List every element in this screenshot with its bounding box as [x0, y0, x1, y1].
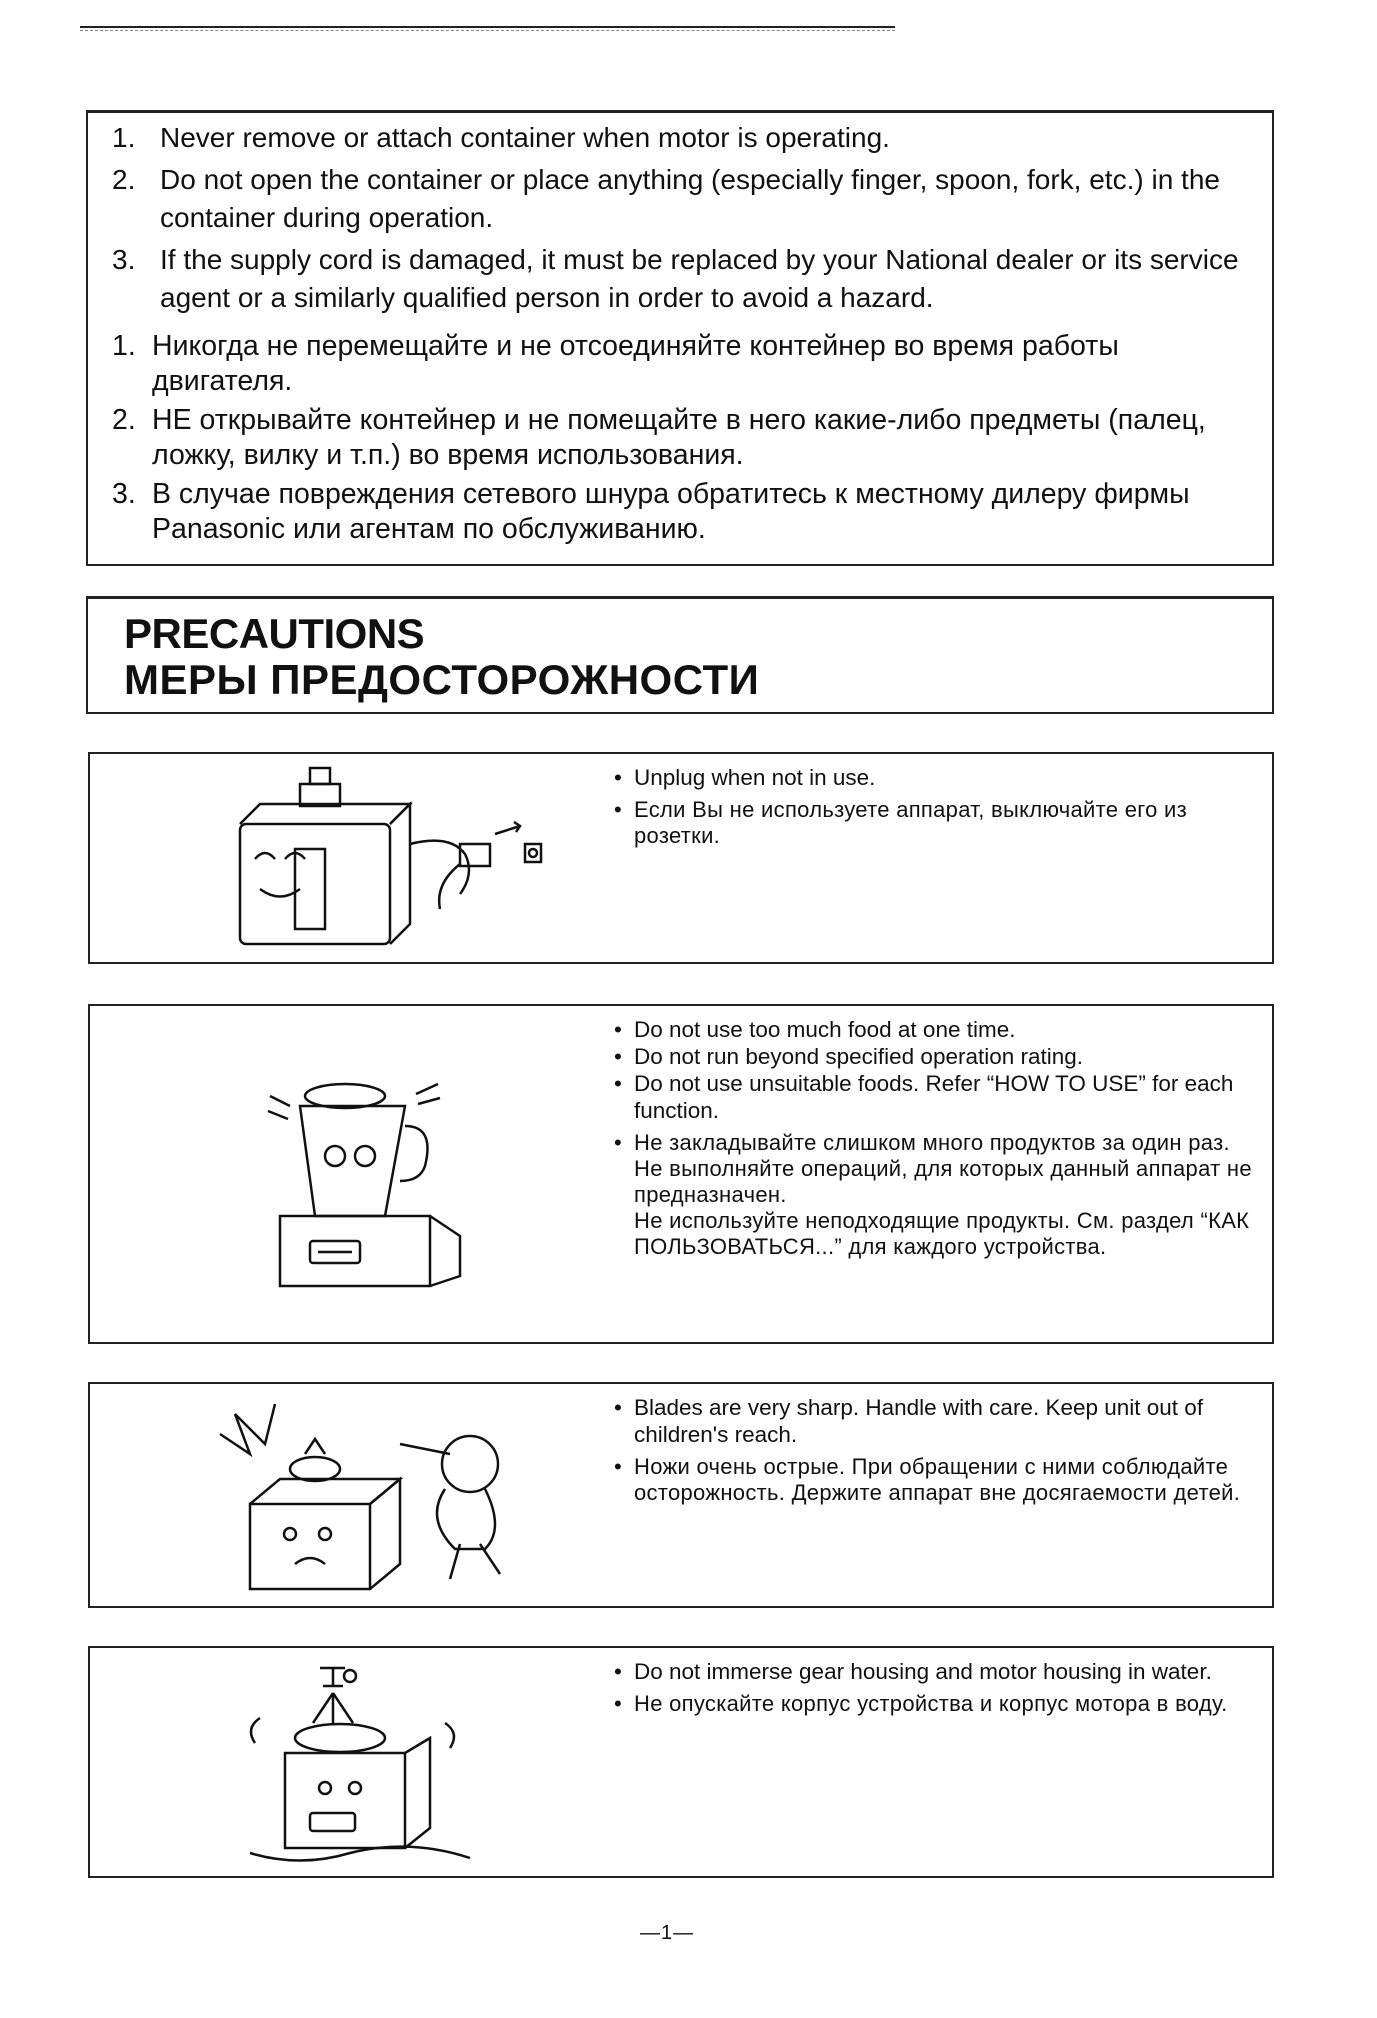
heading-english: PRECAUTIONS: [124, 610, 425, 657]
warning-text: Never remove or attach container when motor is operating.: [160, 122, 890, 153]
precaution-card-overload: [88, 1004, 1274, 1344]
overloaded-blender-illustration: [150, 1066, 570, 1296]
card-text: [610, 1394, 1252, 1512]
warning-list-russian: [112, 329, 1258, 551]
top-rule-faint: [80, 30, 895, 31]
card-text: [610, 1016, 1252, 1260]
precaution-card-water: [88, 1646, 1274, 1878]
warning-box: [86, 110, 1274, 566]
bullet-ru: • Не опускайте корпус устройства и корпус мотора в воду.: [614, 1691, 1228, 1716]
bullet-en: • Unplug when not in use.: [614, 765, 876, 790]
bullet-en: • Do not use too much food at one time.: [614, 1017, 1016, 1042]
warning-text: В случае повреждения сетевого шнура обратитесь к местному дилеру фирмы Panasonic или агентам по обслуживанию.: [152, 478, 1190, 545]
warning-item: 1. Never remove or attach container when motor is operating.: [112, 122, 890, 153]
page-number: —1—: [640, 1922, 695, 1944]
precaution-card-blades: [88, 1382, 1274, 1608]
bullet-ru: • Не закладывайте слишком много продуктов за один раз.: [614, 1130, 1230, 1155]
unplug-appliance-illustration: [150, 764, 570, 954]
water-icon: [150, 1658, 570, 1873]
card-text: [610, 1658, 1252, 1723]
bullet-en: • Do not run beyond specified operation rating.: [614, 1044, 1084, 1069]
precaution-card-unplug: [88, 752, 1274, 964]
bullet-en: • Do not immerse gear housing and motor housing in water.: [614, 1659, 1212, 1684]
appliance-in-water-illustration: [150, 1658, 570, 1873]
warning-item: 3. If the supply cord is damaged, it must be replaced by your National dealer or its service agent or a similarly qualified person in order to avoid a hazard.: [112, 244, 1239, 313]
warning-text: Никогда не перемещайте и не отсоединяйте контейнер во время работы двигателя.: [152, 330, 1119, 397]
bullet-en: • Blades are very sharp. Handle with care. Keep unit out of children's reach.: [614, 1395, 1204, 1447]
bullet-en: • Do not use unsuitable foods. Refer “HOW TO USE” for each function.: [614, 1071, 1234, 1123]
warning-item: 2. Do not open the container or place anything (especially finger, spoon, fork, etc.) in the container during operation.: [112, 164, 1220, 233]
blender-icon: [150, 1066, 570, 1296]
warning-list-english: [112, 119, 1258, 321]
warning-item: 3. В случае повреждения сетевого шнура обратитесь к местному дилеру фирмы Panasonic или агентам по обслуживанию.: [112, 478, 1190, 545]
blades-icon: [150, 1394, 570, 1599]
warning-text: If the supply cord is damaged, it must be replaced by your National dealer or its service agent or a similarly qualified person in order to avoid a hazard.: [160, 244, 1239, 313]
top-rule: [80, 26, 895, 28]
warning-text: Do not open the container or place anything (especially finger, spoon, fork, etc.) in the container during operation.: [160, 164, 1220, 233]
precautions-heading-box: [86, 596, 1274, 714]
bullet-ru-continuation: Не выполняйте операций, для которых данный аппарат не предназначен.: [634, 1156, 1252, 1207]
warning-item: 1. Никогда не перемещайте и не отсоединяйте контейнер во время работы двигателя.: [112, 330, 1119, 397]
warning-text: НЕ открывайте контейнер и не помещайте в него какие-либо предметы (палец, ложку, вилку и т.п.) во время использования.: [152, 404, 1206, 471]
bullet-ru-continuation: Не используйте неподходящие продукты. См. раздел “КАК ПОЛЬЗОВАТЬСЯ...” для каждого устройства.: [634, 1208, 1250, 1259]
card-text: [610, 764, 1252, 855]
warning-item: 2. НЕ открывайте контейнер и не помещайте в него какие-либо предметы (палец, ложку, вилку и т.п.) во время использования.: [112, 404, 1206, 471]
unplug-icon: [150, 764, 570, 954]
heading-russian: МЕРЫ ПРЕДОСТОРОЖНОСТИ: [124, 656, 760, 703]
bullet-ru: • Ножи очень острые. При обращении с ними соблюдайте осторожность. Держите аппарат вне досягаемости детей.: [614, 1454, 1241, 1505]
bullet-ru: • Если Вы не используете аппарат, выключайте его из розетки.: [614, 797, 1188, 848]
child-and-blades-illustration: [150, 1394, 570, 1599]
